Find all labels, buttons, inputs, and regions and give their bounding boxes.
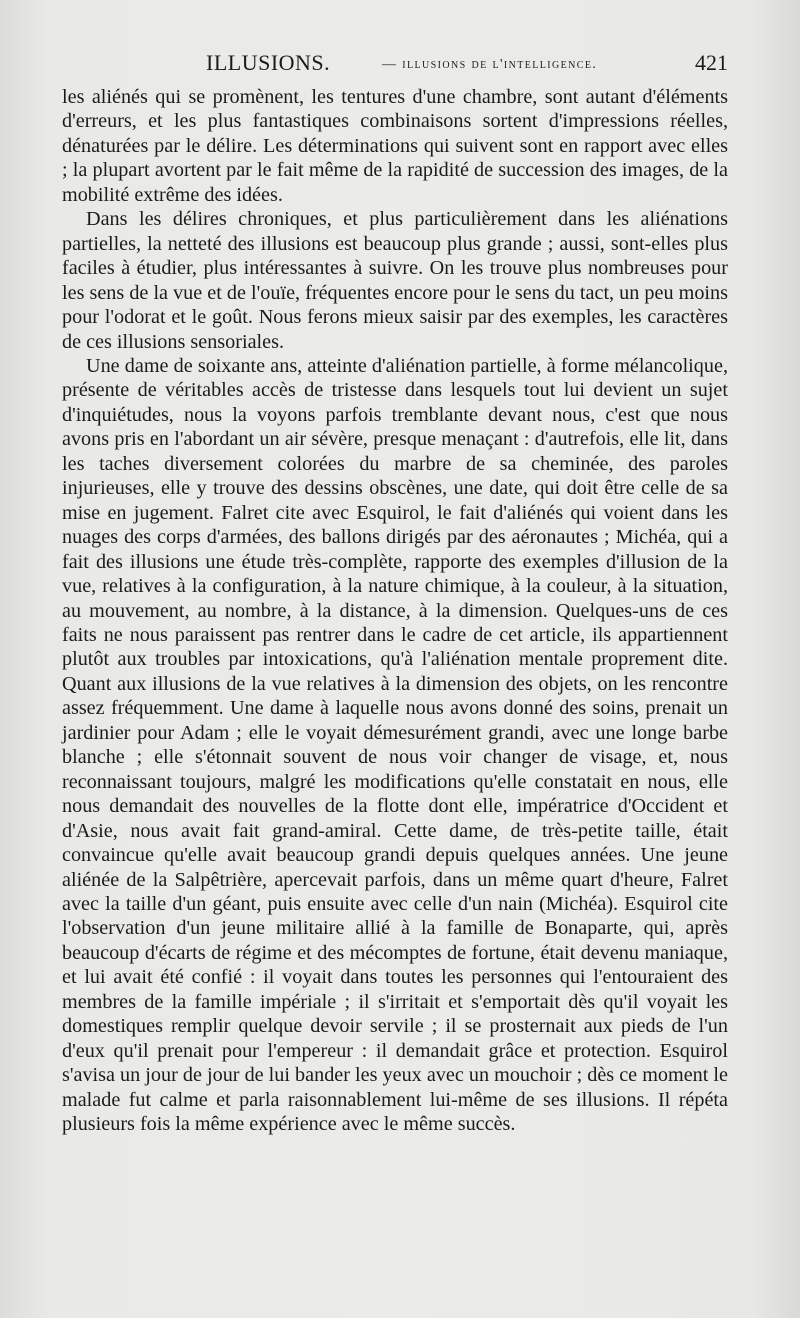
page-number: 421: [695, 50, 728, 75]
header-subtitle: — illusions de l'intelligence.: [382, 57, 598, 72]
paragraph-chronic-delirium: Dans les délires chroniques, et plus particulièrement dans les aliénations partielles, la netteté des illusions est beaucoup plus grande ; aussi, sont-elles plus faciles à étudier, plus intéressantes à suivre. On les trouve plus nombreuses pour les sens de la vue et de l'ouïe, fréquentes encore pour le sens du tact, un peu moins pour l'odorat et le goût. Nous ferons mieux saisir par des exemples, les caractères de ces illusions sensoriales.: [62, 208, 728, 353]
page-body: [62, 85, 728, 1136]
running-header: [62, 48, 728, 78]
paragraph-continued: les aliénés qui se promènent, les tentures d'une chambre, sont autant d'éléments d'erreurs, et les plus fantastiques combinaisons sortent d'impressions réelles, dénaturées par le délire. Les déterminations qui suivent sont en rapport avec elles ; la plupart avortent par le fait même de la rapidité de succession des images, de la mobilité extrême des idées.: [62, 86, 728, 206]
header-title: ILLUSIONS.: [206, 50, 331, 75]
paragraph-examples: Une dame de soixante ans, atteinte d'aliénation partielle, à forme mélancolique, présente de véritables accès de tristesse dans lesquels tout lui devient un sujet d'inquiétudes, nous la voyons parfois tremblante devant nous, c'est que nous avons pris en l'abordant un air sévère, presque menaçant : d'autrefois, elle lit, dans les taches diversement colorées du marbre de sa cheminée, des paroles injurieuses, elle y trouve des dessins obscènes, une date, qui doit être celle de sa mise en jugement. Falret cite avec Esquirol, le fait d'aliénés qui voient dans les nuages des corps d'armées, des ballons dirigés par des aéronautes ; Michéa, qui a fait des illusions une étude très-complète, rapporte des exemples d'illusion de la vue, relatives à la configuration, à la nature chimique, à la couleur, à la situation, au mouvement, au nombre, à la distance, à la dimension. Quelques-uns de ces faits ne nous paraissent pas rentrer dans le cadre de cet article, ils appartiennent plutôt aux troubles par intoxications, qu'à l'aliénation mentale proprement dite. Quant aux illusions de la vue relatives à la dimension des objets, on les rencontre assez fréquemment. Une dame à laquelle nous avons donné des soins, prenait un jardinier pour Adam ; elle le voyait démesurément grandi, avec une longe barbe blanche ; elle s'étonnait souvent de nous voir changer de visage, et, nous reconnaissant toujours, malgré les modifications qu'elle constatait en nous, elle nous demandait des nouvelles de la flotte dont elle, impératrice d'Occident et d'Asie, nous avait fait grand-amiral. Cette dame, de très-petite taille, était convaincue qu'elle avait beaucoup grandi depuis quelques années. Une jeune aliénée de la Salpêtrière, apercevait parfois, dans un même quart d'heure, Falret avec la taille d'un géant, puis ensuite avec celle d'un nain (Michéa). Esquirol cite l'observation d'un jeune militaire allié à la famille de Bonaparte, qui, après beaucoup d'écarts de régime et des mécomptes de fortune, était devenu maniaque, et lui avait été confié : il voyait dans toutes les personnes qui l'entouraient des membres de la famille impériale ; il s'irritait et s'emportait dès qu'il voyait les domestiques remplir quelque devoir servile ; il se prosternait aux pieds de l'un d'eux qu'il prenait pour l'empereur : il demandait grâce et protection. Esquirol s'avisa un jour de jour de lui bander les yeux avec un mouchoir ; dès ce moment le malade fut calme et parla raisonnablement lui-même de ses illusions. Il répéta plusieurs fois la même expérience avec le même succès.: [62, 354, 728, 1136]
